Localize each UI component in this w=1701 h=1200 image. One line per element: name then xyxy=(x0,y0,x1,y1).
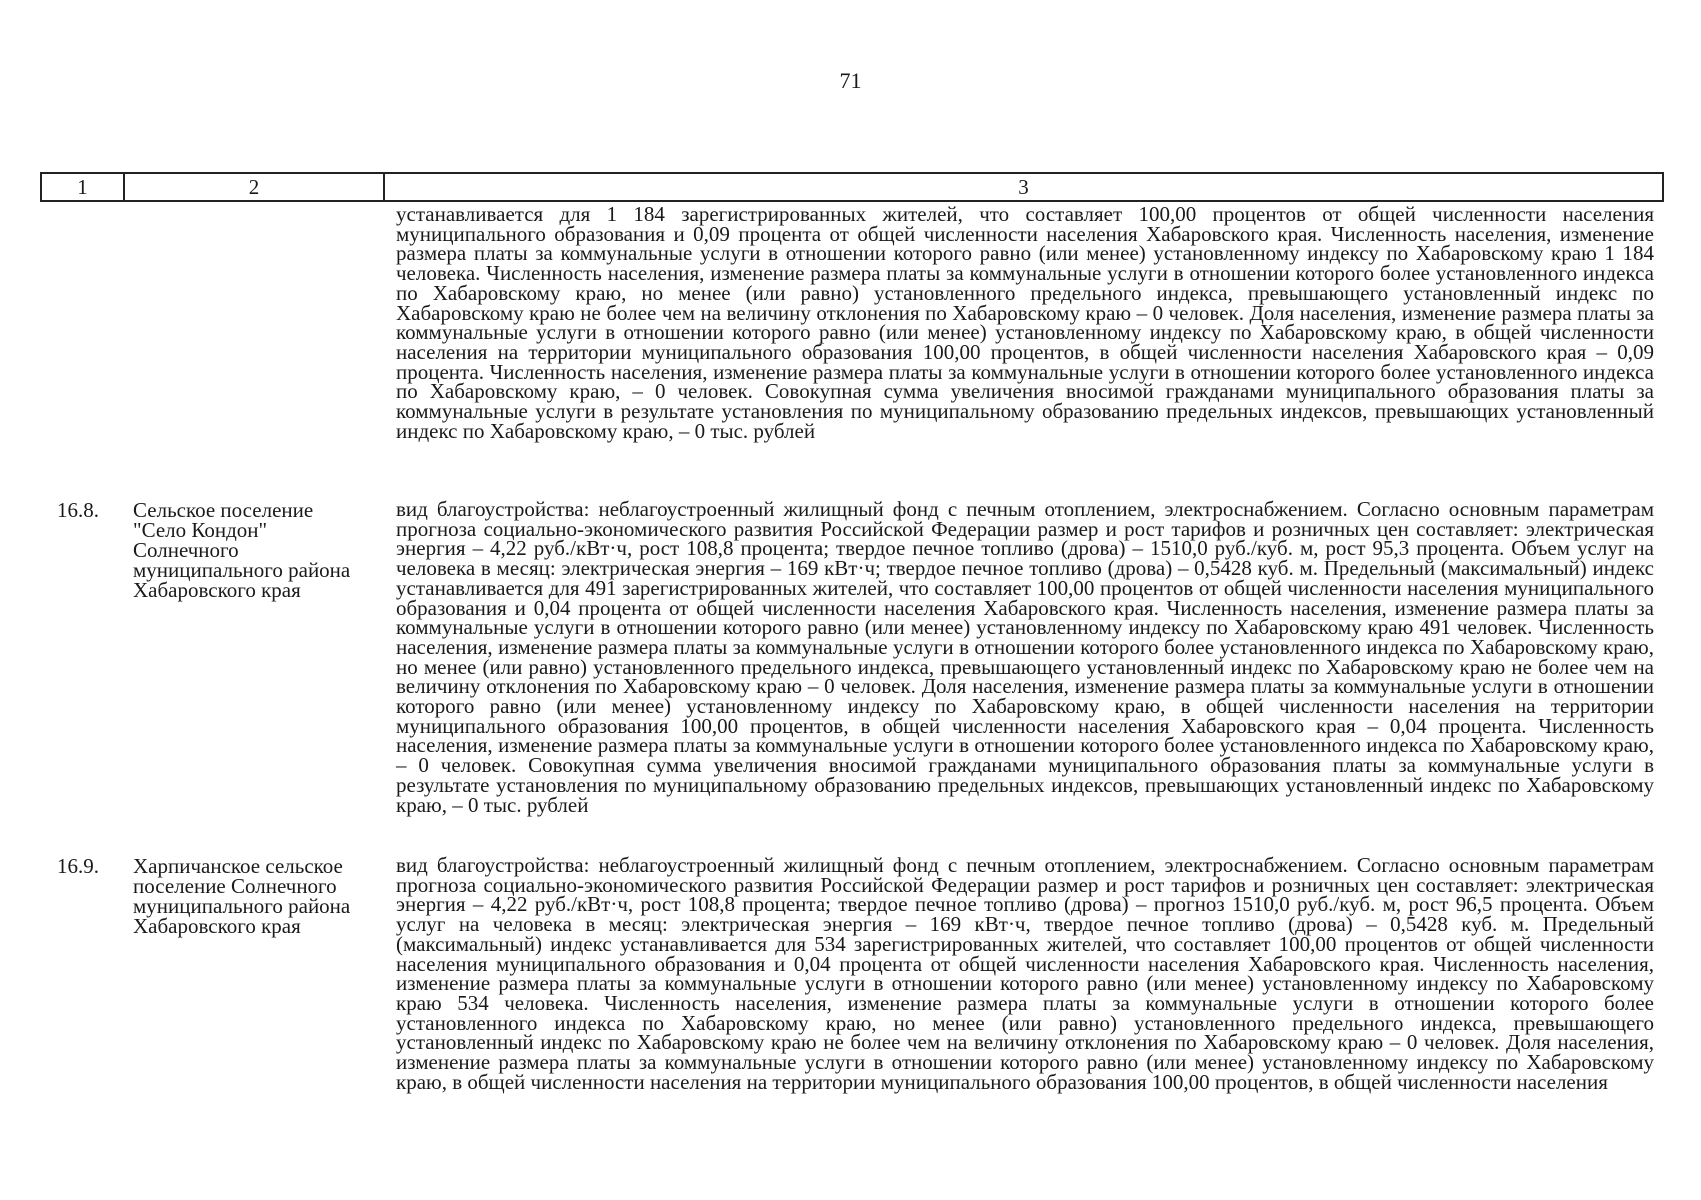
page-number: 71 xyxy=(839,68,862,93)
column-header-3: 3 xyxy=(1018,175,1029,199)
table-header-row xyxy=(40,172,1664,202)
continuation-description: устанавливается для 1 184 зарегистрированных жителей, что составляет 100,00 процентов от общей численности населения муниципального образования и 0,09 процента от общей численности населения Хабаровского края. Численность населения, изменение размера платы за коммунальные услуги в отношении которого равно (или менее) установленному индексу по Хабаровскому краю 1 184 человека. Численность населения, изменение размера платы за коммунальные услуги в отношении которого более установленного индекса по Хабаровскому краю, но менее (или равно) установленного предельного индекса, превышающего установленный индекс по Хабаровскому краю не более чем на величину отклонения по Хабаровскому краю – 0 человек. Доля населения, изменение размера платы за коммунальные услуги в отношении которого равно (или менее) установленному индексу по Хабаровскому краю, в общей численности населения на территории муниципального образования 100,00 процентов, в общей численности населения Хабаровского края – 0,09 процента. Численность населения, изменение размера платы за коммунальные услуги в отношении которого более установленного индекса по Хабаровскому краю, – 0 человек. Совокупная сумма увеличения вносимой гражданами муниципального образования платы за коммунальные услуги в результате установления по муниципальному образованию предельных индексов, превышающих установленный индекс по Хабаровскому краю, – 0 тыс. рублей xyxy=(396,202,1654,443)
column-header-2: 2 xyxy=(125,174,385,200)
row-name-16-9: Харпичанское сельское поселение Солнечного муниципального района Хабаровского края xyxy=(133,854,351,938)
row-number-16-9: 16.9. xyxy=(57,854,99,878)
column-header-1: 1 xyxy=(42,174,125,200)
row-description-16-8: вид благоустройства: неблагоустроенный жилищный фонд с печным отоплением, электроснабжением. Согласно основным параметрам прогноза социально-экономического развития Российской Федерации размер и рост тарифов и розничных цен составляет: электрическая энергия – 4,22 руб./кВт·ч, рост 108,8 процента; твердое печное топливо (дрова) – 1510,0 руб./куб. м, рост 95,3 процента. Объем услуг на человека в месяц: электрическая энергия – 169 кВт·ч; твердое печное топливо (дрова) – 0,5428 куб. м. Предельный (максимальный) индекс устанавливается для 491 зарегистрированных жителей, что составляет 100,00 процентов от общей численности населения муниципального образования и 0,04 процента от общей численности населения Хабаровского края. Численность населения, изменение размера платы за коммунальные услуги в отношении которого равно (или менее) установленному индексу по Хабаровскому краю 491 человек. Численность населения, изменение размера платы за коммунальные услуги в отношении которого более установленного индекса по Хабаровскому краю, но менее (или равно) установленного предельного индекса, превышающего установленный индекс по Хабаровскому краю не более чем на величину отклонения по Хабаровскому краю – 0 человек. Доля населения, изменение размера платы за коммунальные услуги в отношении которого равно (или менее) установленному индексу по Хабаровскому краю, в общей численности населения на территории муниципального образования 100,00 процентов, в общей численности населения Хабаровского края – 0,04 процента. Численность населения, изменение размера платы за коммунальные услуги в отношении которого более установленного индекса по Хабаровскому краю, – 0 человек. Совокупная сумма увеличения вносимой гражданами муниципального образования платы за коммунальные услуги в результате установления по муниципальному образованию предельных индексов, превышающих установленный индекс по Хабаровскому краю, – 0 тыс. рублей xyxy=(396,497,1654,817)
row-name-16-8: Сельское поселение "Село Кондон" Солнечного муниципального района Хабаровского края xyxy=(133,498,351,602)
row-number-16-8: 16.8. xyxy=(57,498,99,522)
row-description-16-9: вид благоустройства: неблагоустроенный жилищный фонд с печным отоплением, электроснабжением. Согласно основным параметрам прогноза социально-экономического развития Российской Федерации размер и рост тарифов и розничных цен составляет: электрическая энергия – 4,22 руб./кВт·ч, рост 108,8 процента; твердое печное топливо (дрова) – прогноз 1510,0 руб./куб. м, рост 96,5 процента. Объем услуг на человека в месяц: электрическая энергия – 169 кВт·ч, твердое печное топливо (дрова) – 0,5428 куб. м. Предельный (максимальный) индекс устанавливается для 534 зарегистрированных жителей, что составляет 100,00 процентов от общей численности населения муниципального образования и 0,04 процента от общей численности населения Хабаровского края. Численность населения, изменение размера платы за коммунальные услуги в отношении которого равно (или менее) установленному индексу по Хабаровскому краю 534 человека. Численность населения, изменение размера платы за коммунальные услуги в отношении которого более установленного индекса по Хабаровскому краю, но менее (или равно) установленного предельного индекса, превышающего установленный индекс по Хабаровскому краю не более чем на величину отклонения по Хабаровскому краю – 0 человек. Доля населения, изменение размера платы за коммунальные услуги в отношении которого равно (или менее) установленному индексу по Хабаровскому краю, в общей численности населения на территории муниципального образования 100,00 процентов, в общей численности населения xyxy=(396,853,1654,1094)
